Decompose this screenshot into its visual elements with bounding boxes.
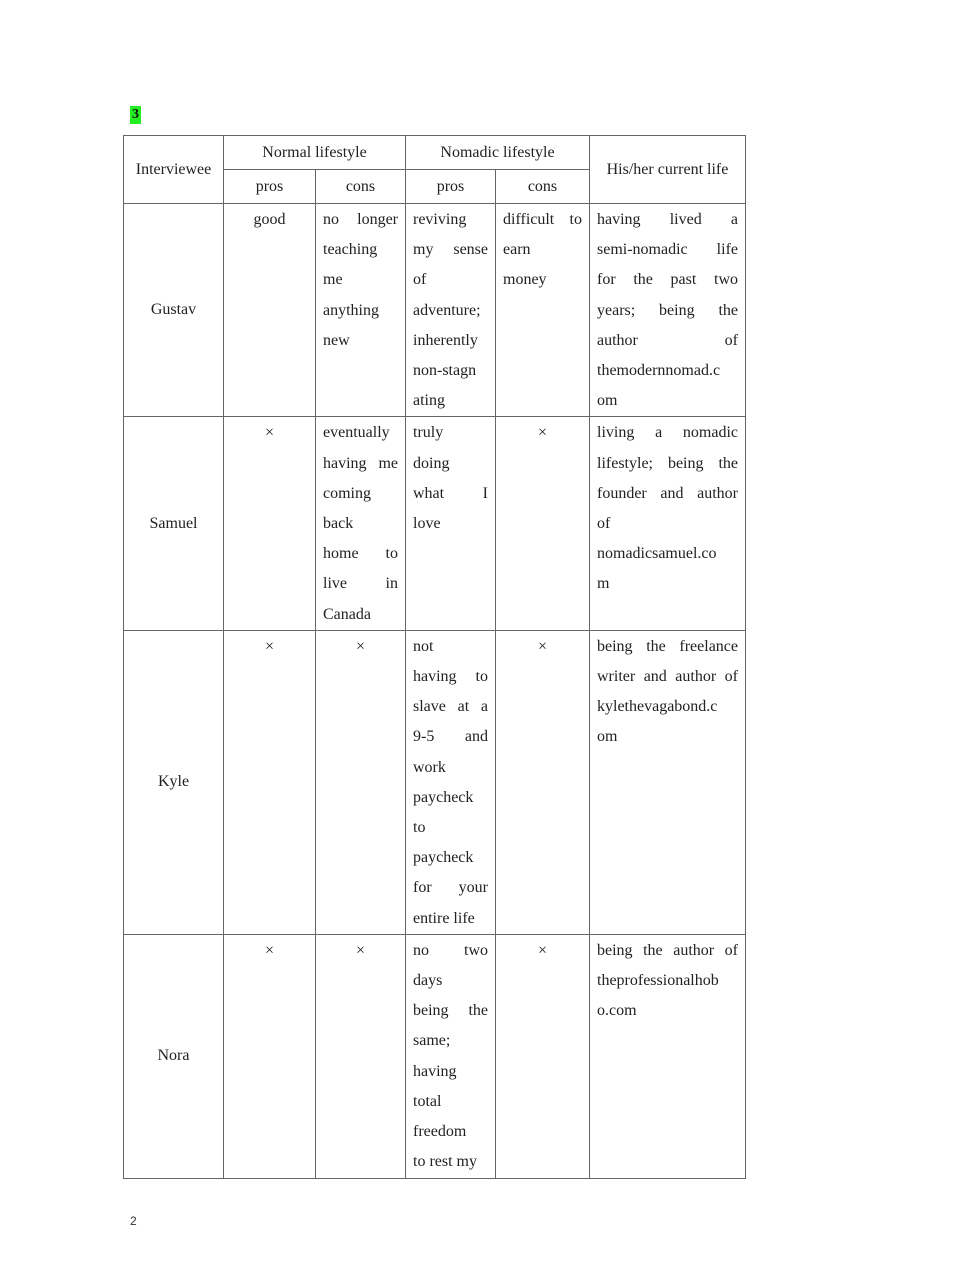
cell-line: for your [413,879,488,897]
cell-line: ating [413,392,445,410]
cell-line: to rest my [413,1153,477,1171]
cell-line: truly [413,424,444,442]
header-normal-cons: cons [316,170,406,204]
cell-line: difficult to [503,211,582,228]
cell-line: nomadicsamuel.co [597,545,717,563]
cell-line: for the past two [597,271,738,289]
cell-line: 9-5 and [413,728,488,746]
interviewee-name: Kyle [124,630,224,934]
interviewee-name: Nora [124,934,224,1178]
table-row [124,204,746,417]
cell-nomadic-pros [406,630,496,934]
cell-line: work [413,758,446,776]
cell-line: money [503,271,547,289]
cell-line: slave at a [413,698,488,716]
cell-nomadic-cons [496,934,590,1178]
cell-line: not [413,637,434,655]
cell-line: total [413,1092,442,1110]
cell-line: love [413,515,441,533]
cell-line: semi-nomadic life [597,241,738,259]
cell-line: having to [413,668,488,686]
header-current-life: His/her current life [590,136,746,204]
question-number: 3 [132,107,139,122]
page-number: 2 [130,1214,137,1228]
cell-line: to [413,819,426,837]
cell-line: me [323,271,343,289]
cell-line: × [264,424,275,442]
cell-line: inherently [413,331,478,349]
cell-line: being the [413,1002,488,1020]
header-interviewee: Interviewee [124,136,224,204]
cell-line: teaching [323,241,378,259]
cell-line: × [264,637,275,655]
cell-line: no two [413,941,488,959]
table-row [124,417,746,630]
header-nomadic-cons: cons [496,170,590,204]
cell-nomadic-cons [496,630,590,934]
cell-current-life [590,204,746,417]
cell-line: × [355,637,366,655]
cell-normal-cons [316,417,406,630]
cell-line: o.com [597,1002,637,1020]
cell-line: entire life [413,909,475,927]
table-row [124,934,746,1178]
cell-line: × [264,941,275,959]
cell-line: having [413,1062,457,1080]
cell-line: × [537,941,548,959]
cell-line: having lived a [597,211,738,228]
cell-line: no longer [323,211,398,228]
cell-line: om [597,392,618,410]
cell-line: live in [323,575,398,593]
cell-line: being the author of [597,941,738,959]
cell-line: eventually [323,424,390,442]
cell-line: years; being the [597,301,738,319]
cell-line: living a nomadic [597,424,738,442]
header-nomadic-pros: pros [406,170,496,204]
cell-line: being the freelance [597,637,738,655]
cell-nomadic-cons [496,204,590,417]
cell-line: earn [503,241,531,259]
cell-line: theprofessionalhob [597,972,719,990]
cell-line: lifestyle; being the [597,454,738,472]
cell-line: what I [413,484,488,502]
header-nomadic-lifestyle: Nomadic lifestyle [406,136,590,170]
cell-normal-cons [316,934,406,1178]
cell-line: paycheck [413,788,474,806]
interview-table [123,135,746,1179]
cell-normal-pros [224,204,316,417]
cell-line: × [537,424,548,442]
cell-line: themodernnomad.c [597,362,721,380]
cell-line: m [597,575,610,593]
cell-line: my sense [413,241,488,259]
cell-nomadic-pros [406,417,496,630]
table-row [124,630,746,934]
header-normal-pros: pros [224,170,316,204]
cell-line: days [413,972,443,990]
cell-line: new [323,331,350,349]
cell-line: × [537,637,548,655]
cell-line: paycheck [413,849,474,867]
cell-line: non-stagn [413,362,477,380]
header-normal-lifestyle: Normal lifestyle [224,136,406,170]
cell-normal-pros [224,934,316,1178]
cell-nomadic-pros [406,934,496,1178]
cell-normal-pros [224,417,316,630]
cell-current-life [590,630,746,934]
cell-nomadic-pros [406,204,496,417]
cell-line: having me [323,454,398,472]
cell-line: back [323,515,354,533]
cell-nomadic-cons [496,417,590,630]
cell-line: writer and author of [597,668,738,686]
cell-line: adventure; [413,301,481,319]
cell-line: kylethevagabond.c [597,698,718,716]
cell-line: of [413,271,427,289]
cell-current-life [590,417,746,630]
cell-line: of [597,515,611,533]
cell-line: Canada [323,605,371,623]
cell-line: × [355,941,366,959]
cell-normal-cons [316,630,406,934]
cell-line: freedom [413,1123,467,1141]
cell-line: good [253,211,286,228]
cell-line: founder and author [597,484,738,502]
cell-line: home to [323,545,398,563]
cell-normal-cons [316,204,406,417]
cell-line: reviving [413,211,467,228]
cell-line: om [597,728,618,746]
cell-line: anything [323,301,379,319]
cell-line: doing [413,454,450,472]
cell-normal-pros [224,630,316,934]
interviewee-name: Samuel [124,417,224,630]
cell-current-life [590,934,746,1178]
cell-line: author of [597,331,738,349]
interviewee-name: Gustav [124,204,224,417]
cell-line: same; [413,1032,451,1050]
cell-line: coming [323,484,371,502]
